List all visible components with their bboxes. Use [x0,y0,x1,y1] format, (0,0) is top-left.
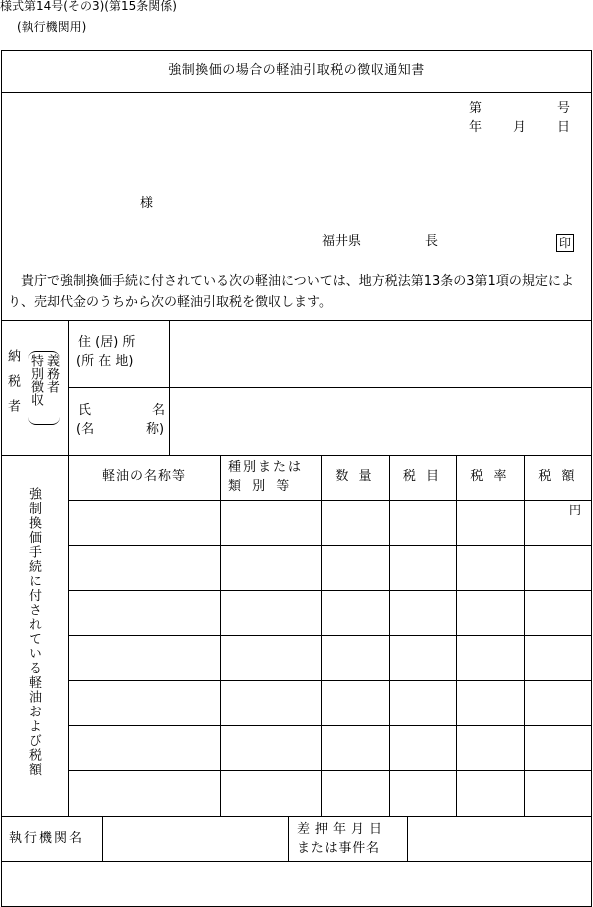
taxpayer-section-label: 納税者 [5,349,20,424]
frame-top [1,50,592,51]
name-label-right: 名 [152,403,166,418]
number-dai: 第 [469,101,483,116]
table-row-divider-1 [68,545,592,546]
currency-unit-yen: 円 [569,503,582,517]
frame-left [1,50,2,907]
table-row-divider-2 [68,590,592,591]
taxpayer-sub-label-2: 特別徴収 [28,354,43,406]
footer-divider-2 [288,816,289,861]
corp-name-label-right: 称) [146,422,165,437]
notice-body-text: 貴庁で強制換価手続に付されている次の軽油については、地方税法第13条の3第1項の規定により、売却代金のうちから次の軽油引取税を徴収します。 [8,274,574,310]
case-name-label: または事件名 [297,841,380,856]
col-header-quantity: 数 量 [335,469,375,484]
col-header-tax-rate: 税 率 [470,469,510,484]
location-label: (所 在 地) [76,354,134,369]
table-bottom [1,816,592,817]
form-title: 強制換価の場合の軽油引取税の徴収通知書 [168,63,425,78]
date-year: 年 [469,120,483,135]
corp-name-label-left: (名 [76,422,95,437]
taxpayer-row-divider [68,387,592,388]
taxpayer-bottom [1,455,592,456]
address-label: 住 (居) 所 [78,335,136,350]
date-day: 日 [557,120,571,135]
footer-divider-3 [407,816,408,861]
title-divider [1,92,592,93]
table-row-divider-4 [68,680,592,681]
form-copy-label: (執行機関用) [17,20,87,34]
agency-name-label: 執行機関名 [9,831,85,846]
seal-mark: 印 [556,234,574,252]
issuer-cho: 長 [425,234,439,249]
table-row-divider-5 [68,725,592,726]
col-header-oil-name: 軽油の名称等 [101,469,186,484]
table-header-divider [68,500,592,501]
seizure-date-label: 差押年月日 [297,822,388,837]
number-go: 号 [557,101,571,116]
issuer-prefecture: 福井県 [322,234,362,249]
table-row-divider-6 [68,770,592,771]
items-section-label: 強制換価手続に付されている軽油および税額 [26,487,41,777]
body-divider [1,320,592,321]
footer-bottom [1,861,592,862]
taxpayer-sub-label-1: 義務者 [44,354,59,393]
col-header-type-1: 種別または [228,460,304,475]
col-header-type-2: 類 別 等 [228,479,293,494]
footer-divider-1 [102,816,103,861]
form-id: 様式第14号(その3)(第15条関係) [0,0,177,13]
col-header-tax-amount: 税 額 [538,469,578,484]
name-label-left: 氏 [78,403,92,418]
date-month: 月 [513,120,527,135]
addressee-honorific: 様 [140,196,154,211]
table-row-divider-3 [68,635,592,636]
col-header-tax-item: 税 目 [402,469,443,484]
